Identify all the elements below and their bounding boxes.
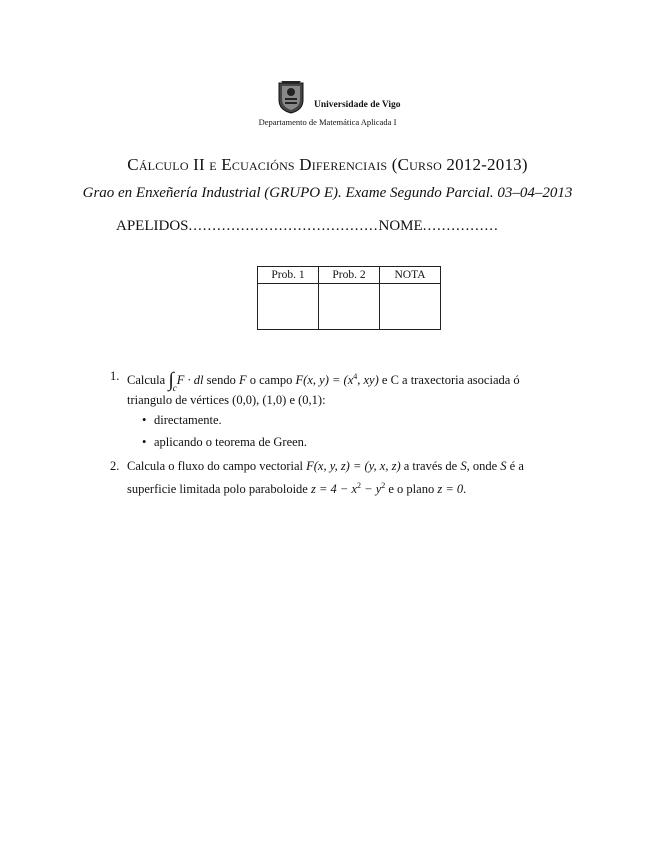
p1-text-a: Calcula (127, 373, 166, 387)
p2-plane: z = 0 (437, 482, 464, 496)
p1-F: F (238, 373, 247, 387)
grade-cell-prob1 (258, 284, 319, 330)
p2-exp1: 2 (357, 481, 362, 490)
p2-S1: S (460, 459, 467, 473)
department-name: Departamento de Matemática Aplicada I (258, 117, 397, 127)
p1-integrand: F · dl (176, 373, 204, 387)
p1-field-def-end: , xy) (357, 373, 379, 387)
problem-1 (110, 367, 590, 410)
grade-header-prob1: Prob. 1 (258, 267, 319, 284)
exam-subtitle: Grao en Enxeñería Industrial (GRUPO E). Exame Segundo Parcial. 03–04–2013 (82, 185, 573, 201)
p1-line2: triangulo de vértices (0,0), (1,0) e (0,1): (127, 393, 326, 407)
p2-line2-a: superficie limitada polo paraboloide (127, 482, 308, 496)
problem-1-number: 1. (110, 369, 120, 383)
problem-1-bullet-2 (142, 433, 307, 452)
course-title: Cálculo II e Ecuacións Diferenciais (Curso 2012-2013) (127, 155, 528, 174)
problem-1-bullet-1 (142, 411, 222, 430)
p2-field-def: F(x, y, z) = (y, x, z) (306, 459, 401, 473)
problem-1-text (127, 367, 590, 410)
p2-paraboloid-a: z = 4 − x (310, 482, 358, 496)
p1-exponent: 4 (353, 372, 358, 381)
university-name: Universidade de Vigo (314, 100, 401, 110)
bullet-dot-icon: • (142, 413, 147, 427)
p2-line1-a: Calcula o fluxo do campo vectorial (127, 459, 303, 473)
bullet-2-text: aplicando o teorema de Green. (154, 435, 308, 449)
p2-line2-b: e o plano (388, 482, 435, 496)
bullet-1-text: directamente. (154, 413, 222, 427)
apelidos-dots: ........................................ (188, 218, 379, 234)
p1-text-b: sendo (206, 373, 236, 387)
p2-line1-b: a través de (403, 459, 458, 473)
bullet-dot-icon: • (142, 435, 147, 449)
p2-line2-end: . (463, 482, 467, 496)
p2-exp2: 2 (381, 481, 386, 490)
problem-2 (110, 457, 590, 499)
grade-cell-nota (380, 284, 441, 330)
grade-header-prob2: Prob. 2 (319, 267, 380, 284)
p1-text-c: o campo (249, 373, 293, 387)
grade-header-nota: NOTA (380, 267, 441, 284)
p1-field-def: F(x, y) = (x (295, 373, 354, 387)
apelidos-label: APELIDOS (116, 218, 189, 234)
p2-S2: S (500, 459, 507, 473)
nome-label: NOME (378, 218, 423, 234)
p2-line1-c: , onde (466, 459, 498, 473)
grade-cell-prob2 (319, 284, 380, 330)
integral-sign: ∫ (168, 369, 174, 391)
p1-text-d: e C a traxectoria asociada ó (381, 373, 520, 387)
university-seal-logo (277, 80, 305, 114)
problem-2-text (127, 457, 590, 499)
problem-2-number: 2. (110, 459, 120, 473)
p2-line1-d: é a (509, 459, 524, 473)
grade-table (257, 266, 441, 330)
student-name-line (116, 218, 499, 235)
p2-paraboloid-b: − y (361, 482, 382, 496)
integral-subscript: c (172, 383, 177, 393)
nome-dots: ................ (422, 218, 499, 234)
